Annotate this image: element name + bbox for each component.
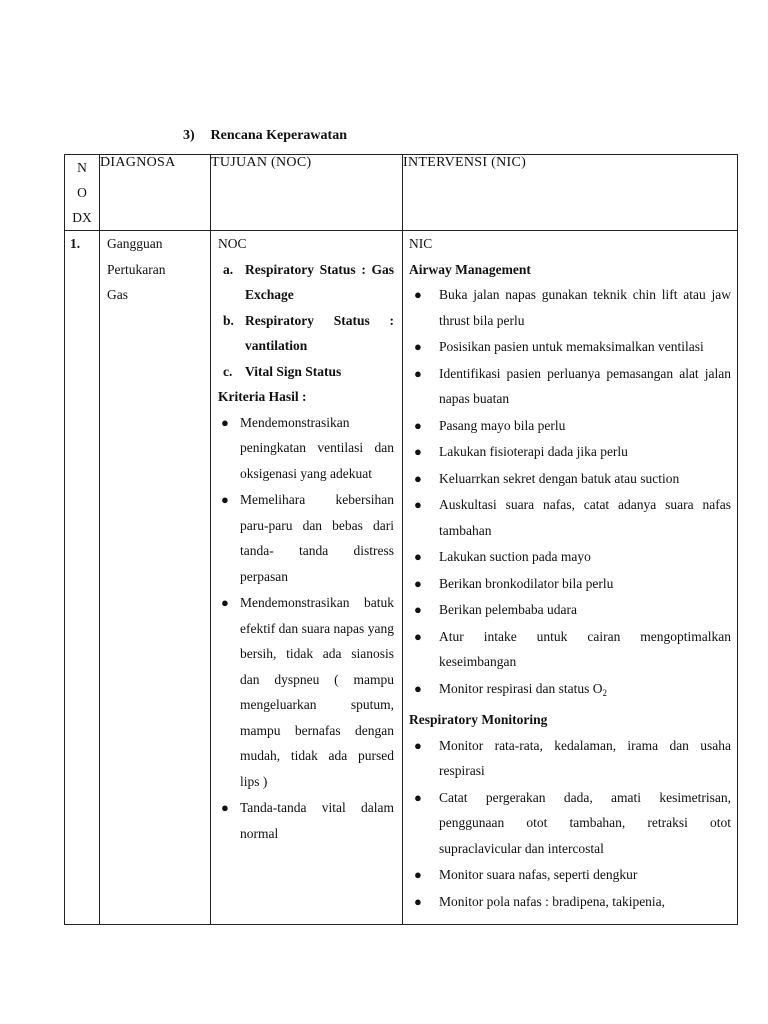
bullet-icon: ● [414,417,422,433]
noc-item-marker: a. [223,261,234,277]
bullet-icon: ● [414,287,422,302]
list-item [221,590,394,794]
resp-item-text: Catat pergerakan dada, amati kesimetrisan, penggunaan otot tambahan, retraksi otot supraclavicular dan intercostal [439,789,731,856]
diagnosa-cell [100,231,211,925]
kriteria-text: Mendemonstrasikan peningkatan ventilasi dan oksigenasi yang adekuat [240,414,394,481]
bullet-icon: ● [221,800,229,815]
list-item [414,334,731,360]
list-item [414,282,731,333]
header-no-line: N [77,160,87,175]
airway-item-text: Auskultasi suara nafas, catat adanya suara nafas tambahan [439,497,731,538]
airway-item-text: Buka jalan napas gunakan teknik chin lift atau jaw thrust bila perlu [439,287,731,328]
airway-item-text: Pasang mayo bila perlu [439,417,566,433]
table-row [65,231,738,925]
kriteria-label: Kriteria Hasil : [218,389,307,404]
noc-item [223,257,394,308]
respiratory-monitoring-title: Respiratory Monitoring [409,712,548,727]
header-tujuan: TUJUAN (NOC) [211,155,403,231]
airway-list [409,282,731,706]
o2-subscript: 2 [602,687,607,698]
list-item [414,544,731,570]
resp-item-text: Monitor rata-rata, kedalaman, irama dan usaha respirasi [439,737,731,778]
bullet-icon: ● [221,595,229,610]
kriteria-text: Mendemonstrasikan batuk efektif dan suara napas yang bersih, tidak ada sianosis dan dyspneu ( mampu mengeluarkan sputum, mampu bernafas dengan mudah, tidak ada pursed lips ) [240,595,394,789]
respiratory-list [409,733,731,915]
list-item [221,795,394,846]
care-plan-table [64,154,738,925]
bullet-icon: ● [414,628,422,644]
list-item [414,492,731,543]
kriteria-list [218,410,394,847]
noc-item [223,308,394,359]
header-no-line: O [77,185,87,200]
noc-item-text: Respiratory Status : vantilation [245,312,394,353]
resp-item-text: Monitor suara nafas, seperti dengkur [439,867,638,882]
list-item [414,624,731,675]
bullet-icon: ● [414,602,422,617]
airway-item-text: Lakukan suction pada mayo [439,549,591,564]
list-item [414,466,731,492]
section-number: 3) [183,128,195,143]
bullet-icon: ● [414,680,422,696]
bullet-icon: ● [414,444,422,459]
list-item [414,597,731,623]
header-intervensi: INTERVENSI (NIC) [403,155,738,231]
airway-item-text: Posisikan pasien untuk memaksimalkan ventilasi [439,339,704,354]
airway-item-text: Keluarrkan sekret dengan batuk atau suction [439,470,680,486]
list-item [221,410,394,487]
bullet-icon: ● [414,867,422,882]
list-item [221,487,394,589]
airway-item-text: Atur intake untuk cairan mengoptimalkan keseimbangan [439,628,731,669]
header-no-dx [65,155,100,231]
list-item [414,676,731,707]
table-header-row [65,155,738,231]
airway-item-text: Identifikasi pasien perluanya pemasangan alat jalan napas buatan [439,365,731,406]
list-item [414,571,731,597]
bullet-icon: ● [221,492,229,507]
noc-item-text: Respiratory Status : Gas Exchage [245,261,394,302]
airway-item-text: Berikan bronkodilator bila perlu [439,575,614,591]
noc-item-text: Vital Sign Status [245,363,342,379]
header-no-line: DX [72,210,92,225]
bullet-icon: ● [414,893,422,909]
nic-label: NIC [409,236,433,251]
list-item [414,361,731,412]
list-item [414,785,731,862]
kriteria-text: Tanda-tanda vital dalam normal [240,800,394,841]
airway-management-title: Airway Management [409,261,531,277]
noc-cell [211,231,403,925]
header-diagnosa: DIAGNOSA [100,155,211,231]
section-title-text: Rencana Keperawatan [210,128,347,143]
bullet-icon: ● [414,737,422,753]
list-item [414,413,731,439]
nic-cell [403,231,738,925]
list-item [414,889,731,915]
noc-item [223,359,394,385]
list-item [414,439,731,465]
diagnosa-line: Gas [107,287,128,302]
airway-item-text: Lakukan fisioterapi dada jika perlu [439,444,628,459]
diagnosa-line: Pertukaran [107,261,166,277]
noc-item-marker: c. [223,363,233,379]
noc-label: NOC [218,236,247,251]
bullet-icon: ● [414,497,422,512]
bullet-icon: ● [414,789,422,805]
diagnosa-line: Gangguan [107,236,163,251]
section-title [183,128,347,144]
noc-list [218,257,394,385]
kriteria-text: Memelihara kebersihan paru-paru dan bebas dari tanda- tanda distress perpasan [240,492,394,584]
resp-item-text: Monitor pola nafas : bradipena, takipenia, [439,893,666,909]
bullet-icon: ● [414,575,422,591]
bullet-icon: ● [414,365,422,381]
noc-item-marker: b. [223,312,234,328]
bullet-icon: ● [414,470,422,486]
list-item [414,862,731,888]
list-item [414,733,731,784]
airway-item-text: Berikan pelembaba udara [439,602,577,617]
bullet-icon: ● [221,414,229,430]
bullet-icon: ● [414,549,422,564]
bullet-icon: ● [414,339,422,354]
monitor-respirasi-text: Monitor respirasi dan status O [439,680,603,696]
row-number: 1. [65,231,100,925]
